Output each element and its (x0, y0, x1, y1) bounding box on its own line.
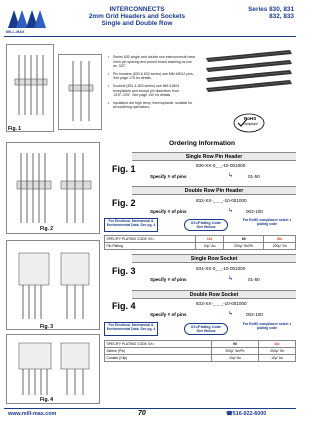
ordering-title: Ordering Information (169, 140, 235, 147)
double-socket-title: Double Row Socket (132, 290, 296, 299)
fig-4-label: Fig. 4 (40, 397, 54, 403)
double-pin-range: 002-100 (246, 209, 263, 214)
figure-3-drawing (6, 240, 100, 330)
double-socket-range: 002-100 (246, 312, 263, 317)
fig-3-ref: Fig. 3 (112, 266, 136, 276)
double-socket-part-number: 833-XX-_ _ _-10-001000 (196, 301, 247, 306)
feature-item: • Sockets (831 & 833 series) use MM #1803 receptacles and accept pin diameters from .015"-.025". See page 140 for details. (108, 84, 196, 98)
table-header-cell: SPECIFY PLATING CODE XX= (105, 236, 196, 243)
figure-2-drawing (6, 142, 100, 234)
table-cell: 200µ" Sn (259, 348, 296, 355)
single-pin-range: 01-50 (248, 174, 260, 179)
table-header-cell: 60 (224, 236, 264, 243)
table-cell: Contact (Clip) (105, 355, 212, 362)
table-row (105, 341, 296, 348)
product-photo (200, 48, 296, 102)
series-line-2: 832, 833 (269, 13, 294, 21)
double-pin-specify: Specify # of pins (150, 209, 187, 214)
arrow-icon: ↳ (228, 311, 234, 317)
table-cell: 10µ" Au (196, 243, 224, 250)
single-pin-part-number: 830-XX-0_ _-10-001000 (196, 163, 246, 168)
table-row (105, 243, 296, 250)
logo-text: MILL-MAX (6, 30, 25, 34)
table-header-cell: 15♦ (196, 236, 224, 243)
feature-item: • Series 830 single and double row interconnects have 2mm pin spacing and permit board stacking as low as .322". (108, 55, 196, 69)
double-pin-part-number: 832-XX-_ _ _-10-001000 (196, 198, 247, 203)
feature-item: • Pin headers (830 & 832 series) use MM #9012 pins. See page 175 for details. (108, 72, 196, 81)
feature-list (108, 55, 196, 113)
table-cell: Pin Plating (105, 243, 196, 250)
mill-max-logo (6, 8, 50, 30)
fig-2-label: Fig. 2 (40, 226, 54, 232)
fig-1-ref: Fig. 1 (112, 164, 136, 174)
title-line-2: 2mm Grid Headers and Sockets (88, 13, 186, 21)
fig-3-label: Fig. 3 (40, 324, 54, 330)
series-label (222, 6, 294, 20)
electrical-data-note: For Electrical, Mechanical & Environmental Data, See pg. 4 (104, 322, 158, 336)
title-line-3: Single and Double Row (101, 20, 173, 28)
fig-2-ref: Fig. 2 (112, 198, 136, 208)
double-socket-specify: Specify # of pins (150, 312, 187, 317)
table-row (105, 348, 296, 355)
single-socket-part-number: 831-XX-0_ _-10-001000 (196, 266, 246, 271)
pin-plating-table (104, 235, 296, 250)
arrow-icon: ↳ (228, 208, 234, 214)
table-row (105, 236, 296, 243)
socket-plating-table (104, 340, 296, 362)
rohs-subtitle: compliant (243, 122, 258, 126)
table-cell: Sleeve (Pin) (105, 348, 212, 355)
rohs-badge (232, 112, 266, 134)
footer-phone: ☎516-922-6000 (226, 411, 267, 417)
table-cell: 10µ" Au (259, 355, 296, 362)
table-cell: 10µ" Au (211, 355, 258, 362)
table-header-cell: 93 (211, 341, 258, 348)
title-line-1: INTERCONNECTS (109, 6, 165, 13)
table-row (105, 355, 296, 362)
rohs-compliance-note: For RoHS compliance select ♦ plating code (242, 218, 292, 226)
single-pin-header-title: Single Row Pin Header (132, 152, 296, 161)
table-header-cell: SPECIFY PLATING CODE XX= (105, 341, 212, 348)
rohs-compliance-note: For RoHS compliance select ♦ plating code (242, 322, 292, 330)
single-socket-range: 01-50 (248, 277, 260, 282)
table-cell: 200µ" Sn/Pb (224, 243, 264, 250)
page-title (62, 6, 212, 28)
plating-code-note: XX=Plating Code See Below (184, 219, 228, 231)
table-header-cell: 43♦ (259, 341, 296, 348)
footer-website-link[interactable]: www.mill-max.com (8, 411, 57, 417)
electrical-data-note: For Electrical, Mechanical & Environmental Data, See pg. 4 (104, 218, 158, 232)
arrow-icon: ↳ (228, 173, 234, 179)
table-cell: 200µ" Sn/Pb (211, 348, 258, 355)
figure-4-drawing (6, 334, 100, 404)
fig-4-ref: Fig. 4 (112, 301, 136, 311)
page-number: 70 (138, 410, 146, 417)
fig-1-label: Fig. 1 (8, 126, 22, 132)
figure-1-drawing (6, 44, 54, 132)
figure-1-side-view (58, 54, 102, 130)
single-socket-title: Single Row Socket (132, 254, 296, 263)
double-pin-header-title: Double Row Pin Header (132, 186, 296, 195)
arrow-icon: ↳ (228, 276, 234, 282)
plating-code-note: XX=Plating Code See Below (184, 323, 228, 335)
header-divider (4, 36, 296, 37)
rohs-title: RoHS (244, 116, 257, 121)
single-socket-specify: Specify # of pins (150, 277, 187, 282)
table-header-cell: 66♦ (264, 236, 296, 243)
single-pin-specify: Specify # of pins (150, 174, 187, 179)
table-cell: 200µ" Sn (264, 243, 296, 250)
feature-item: • Insulators are high temp. thermoplastic, suitable for all soldering operations. (108, 101, 196, 110)
series-line-1: Series 830, 831 (248, 6, 294, 13)
footer-divider (4, 408, 296, 409)
